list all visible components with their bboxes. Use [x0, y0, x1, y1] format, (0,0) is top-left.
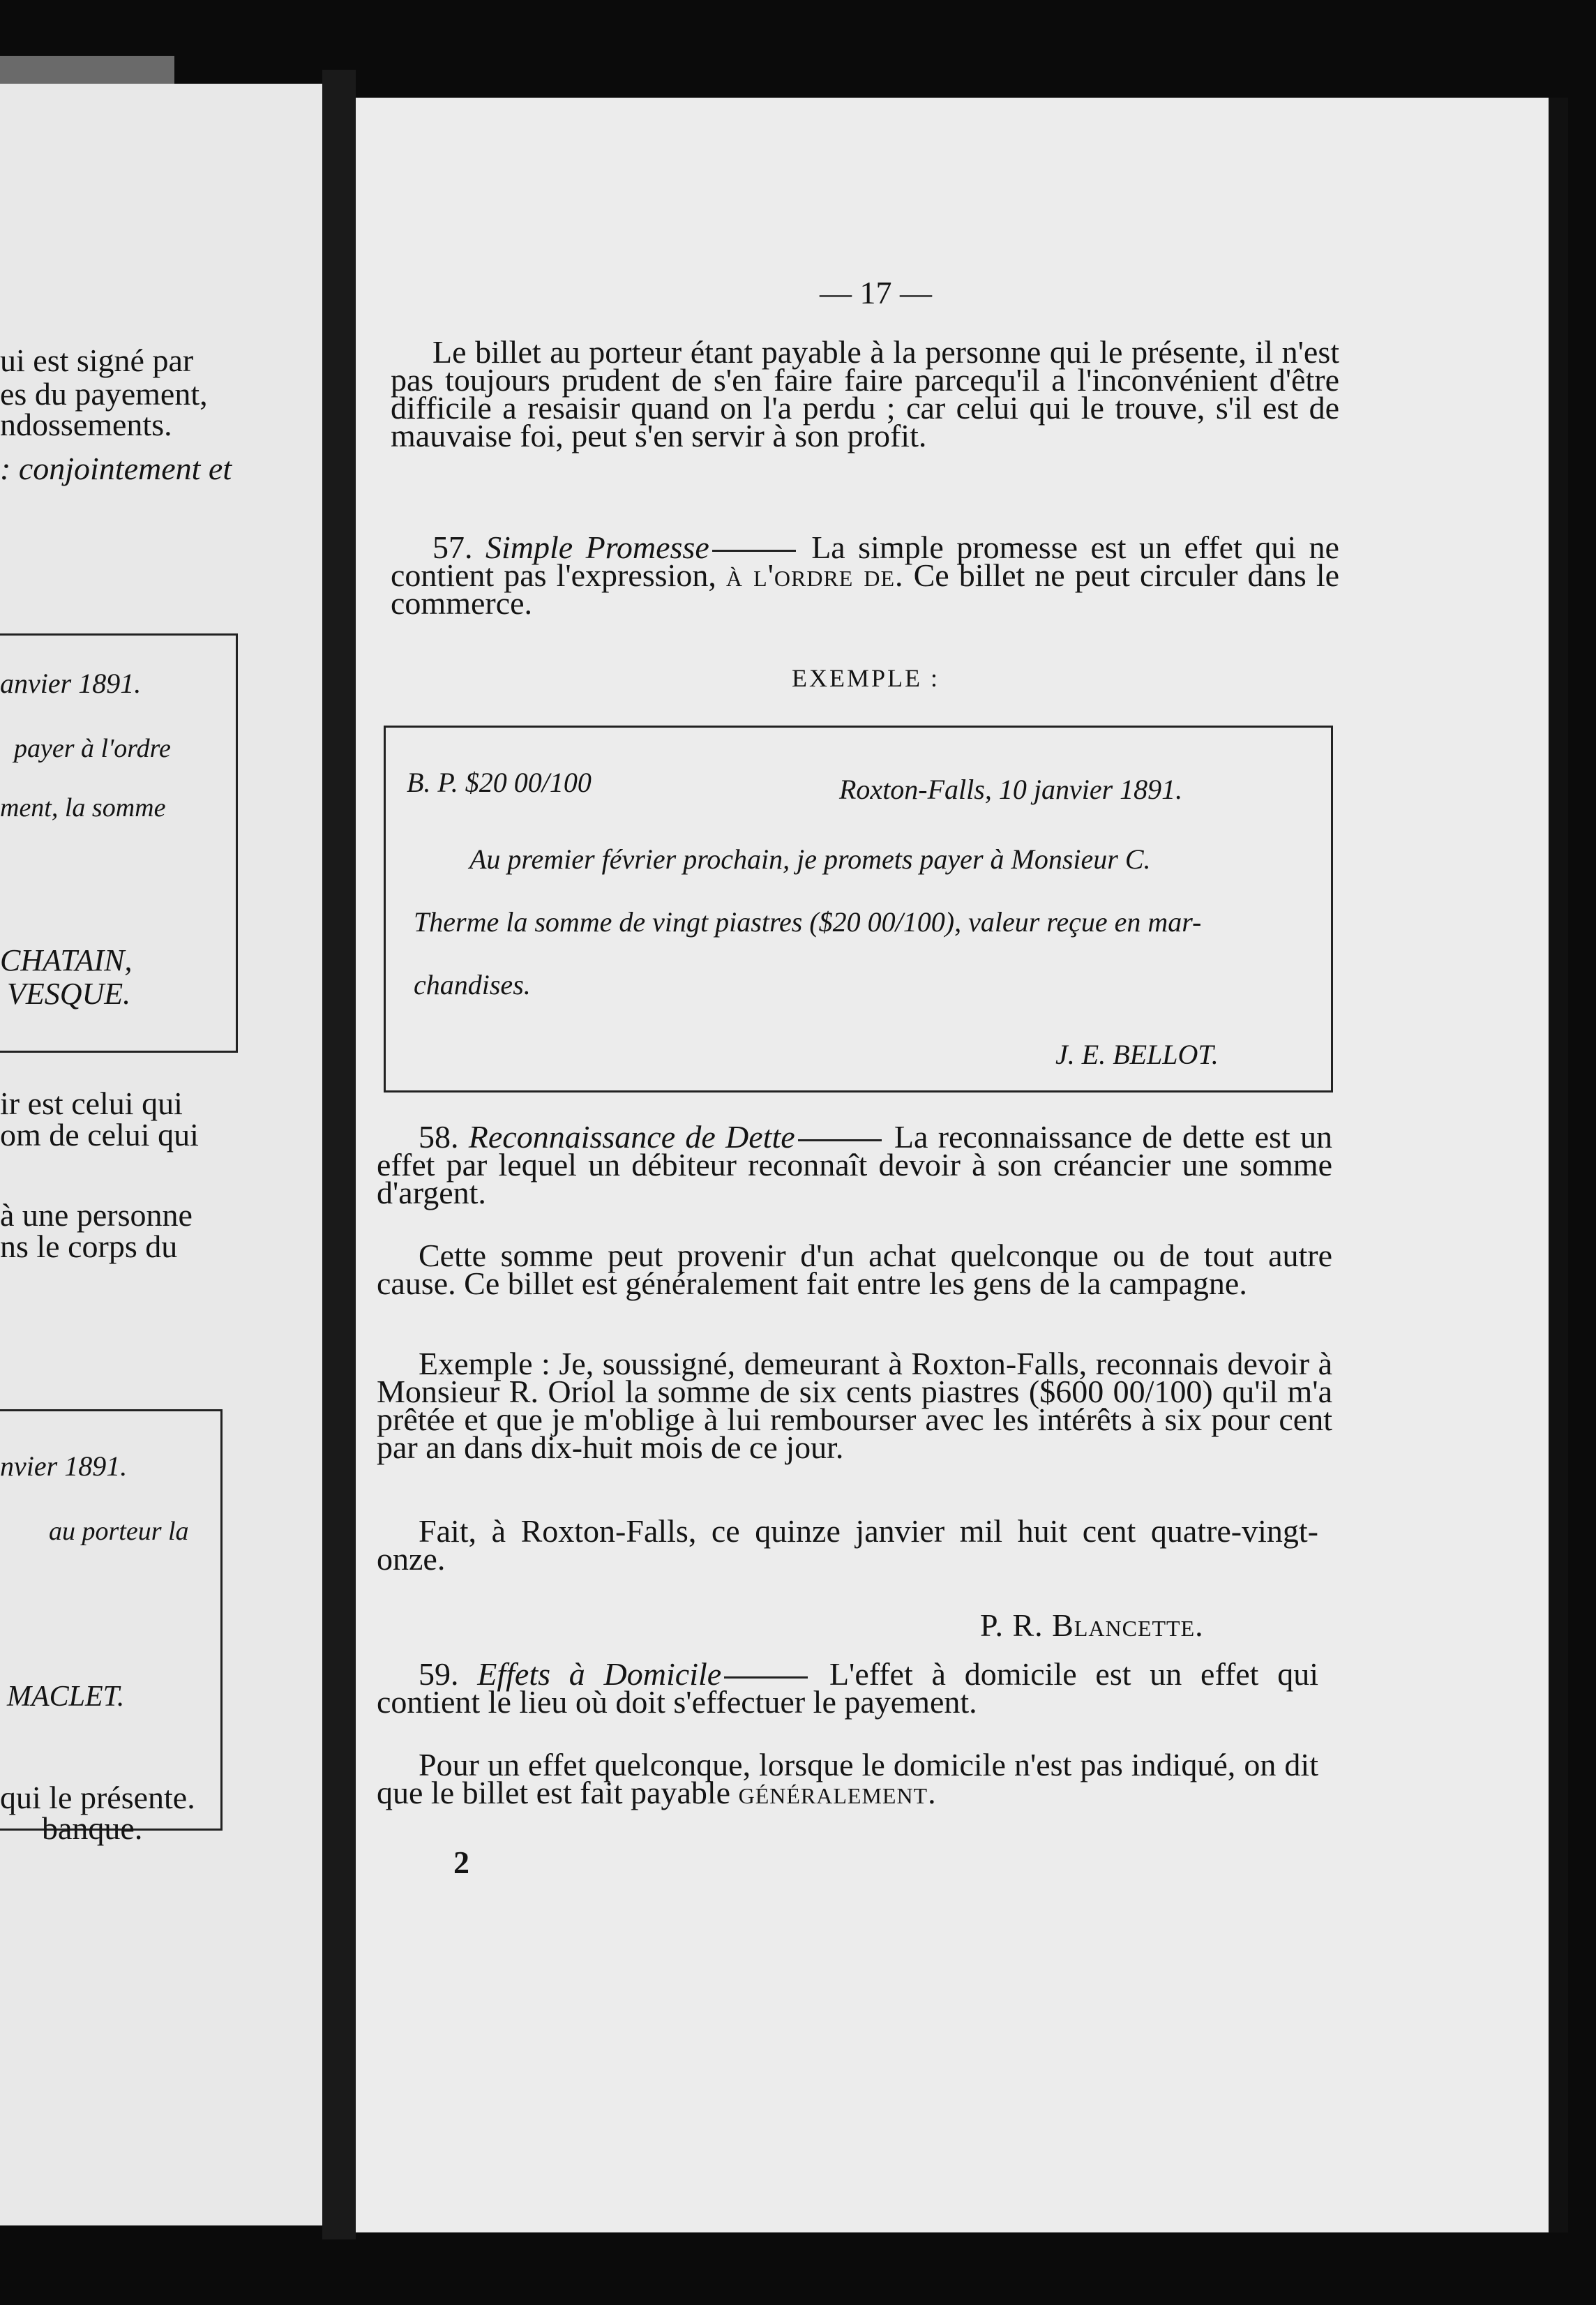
page-edge-shadow [1549, 98, 1568, 2232]
left-line: ir est celui qui [0, 1086, 183, 1121]
left-example-box-1 [0, 633, 238, 1053]
section-58-paragraph: Cette somme peut provenir d'un achat quelconque ou de tout autre cause. Ce billet est généralement fait entre les gens de la campagne. [377, 1238, 1332, 1301]
left-line: banque. [42, 1810, 143, 1846]
section-title: Reconnaissance de Dette [468, 1119, 795, 1155]
note-line: Therme la somme de vingt piastres ($20 00/100), valeur reçue en mar- [414, 906, 1202, 938]
signature-mark: 2 [453, 1845, 469, 1880]
section-57 [391, 530, 1340, 621]
example-label: EXEMPLE : [792, 664, 940, 692]
section-number: 58. [419, 1119, 459, 1155]
note-amount: B. P. $20 00/100 [407, 767, 592, 798]
left-line: es du payement, [0, 376, 208, 412]
title-rule [798, 1139, 882, 1141]
left-line: ns le corps du [0, 1229, 178, 1264]
left-line: à une personne [0, 1197, 193, 1233]
note-place-date: Roxton-Falls, 10 janvier 1891. [839, 774, 1183, 805]
section-number: 59. [419, 1656, 459, 1692]
section-text-smallcaps: généralement. [738, 1775, 937, 1810]
note-line: Au premier février prochain, je promets payer à Monsieur C. [469, 843, 1151, 875]
scan-top-border [0, 0, 1596, 70]
previous-page-fragment [0, 84, 322, 2225]
section-number: 57. [432, 530, 473, 565]
left-box-line: ment, la somme [0, 793, 166, 823]
left-box-signature: CHATAIN, [0, 943, 133, 977]
example-promissory-note [384, 726, 1333, 1093]
section-text: L'effet à domicile est un effet qui contient le lieu où doit s'effectuer le payement. [377, 1656, 1318, 1720]
intro-paragraph: Le billet au porteur étant payable à la personne qui le présente, il n'est pas toujours prudent de s'en faire faire parcequ'il a l'inconvénient d'être difficile a resaisir quand on l'a perdu ; car celui qui le trouve, s'il est de mauvaise foi, peut s'en servir à son profit. [391, 334, 1339, 453]
section-59 [377, 1656, 1318, 1720]
section-text: La reconnaissance de dette est un effet par lequel un débiteur reconnaît devoir à son créancier une somme d'argent. [377, 1119, 1333, 1210]
left-example-box-2 [0, 1409, 223, 1831]
section-58-fait: Fait, à Roxton-Falls, ce quinze janvier mil huit cent quatre-vingt-onze. [377, 1513, 1318, 1577]
left-line: ndossements. [0, 407, 172, 442]
left-box-date: anvier 1891. [0, 668, 142, 699]
left-line: : conjointement et [0, 451, 232, 486]
left-box-line: au porteur la [49, 1517, 189, 1546]
title-rule [724, 1676, 808, 1679]
section-58-example: Exemple : Je, soussigné, demeurant à Roxton-Falls, reconnais devoir à Monsieur R. Oriol la somme de six cents piastres ($600 00/100) qu'il m'a prêtée et que je m'oblige à lui rembourser avec les intérêts à six pour cent par an dans dix-huit mois de ce jour. [377, 1346, 1332, 1465]
page-number: — 17 — [820, 275, 932, 310]
section-text: La simple promesse est un effet qui ne contient pas l'expression, [391, 530, 1339, 593]
scan-edge-strip [0, 56, 174, 84]
left-box-signature: VESQUE. [7, 977, 131, 1011]
section-title: Effets à Domicile [477, 1656, 722, 1692]
section-59-paragraph [377, 1747, 1318, 1810]
section-text-smallcaps: à l'ordre de. [725, 557, 904, 593]
section-text: Ce billet ne peut circuler dans le commerce. [391, 557, 1340, 621]
left-box-line: payer à l'ordre [14, 734, 171, 763]
note-signature: J. E. BELLOT. [1055, 1039, 1219, 1070]
page-17 [356, 98, 1549, 2232]
left-line: ui est signé par [0, 343, 194, 378]
note-line: chandises. [414, 969, 531, 1000]
section-58 [377, 1119, 1333, 1210]
section-58-signature: P. R. Blancette. [980, 1607, 1204, 1643]
left-line: qui le présente. [0, 1780, 195, 1815]
page-gutter [322, 70, 356, 2239]
left-box-date: nvier 1891. [0, 1450, 128, 1482]
title-rule [712, 550, 796, 552]
left-box-signature: MACLET. [7, 1681, 125, 1713]
left-line: om de celui qui [0, 1117, 199, 1152]
section-text: Pour un effet quelconque, lorsque le domicile n'est pas indiqué, on dit que le billet est fait payable [377, 1747, 1318, 1810]
section-title: Simple Promesse [485, 530, 709, 565]
